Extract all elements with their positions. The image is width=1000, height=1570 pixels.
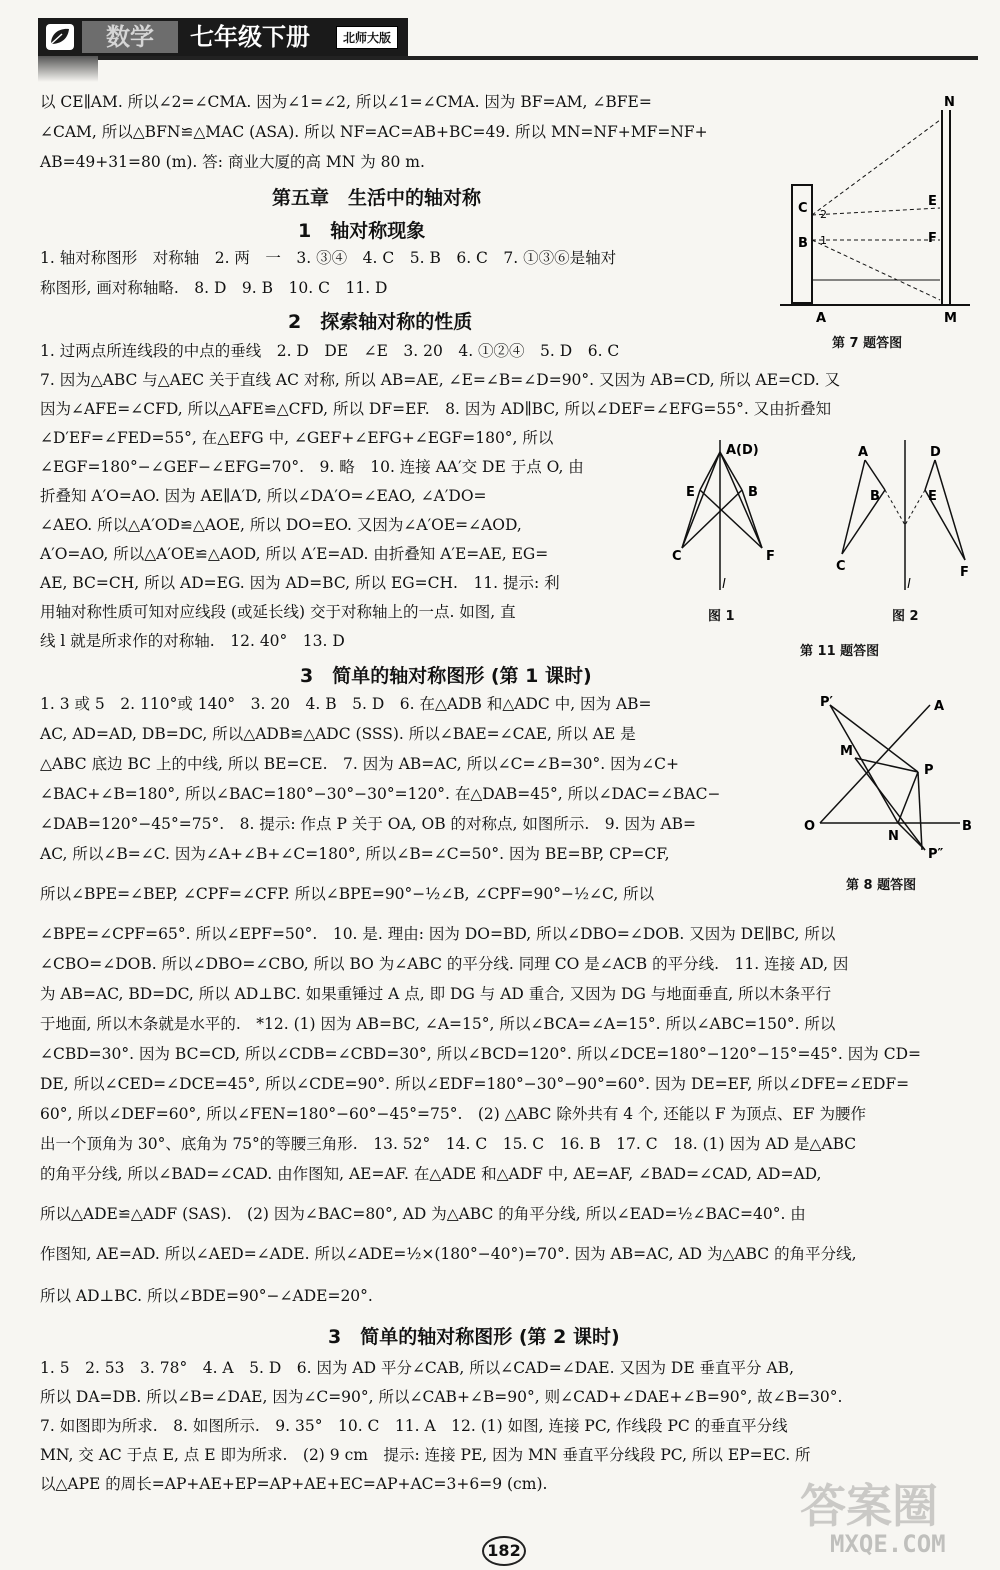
fig8-label-p: P — [924, 763, 934, 778]
fig8-label-o: O — [804, 819, 816, 834]
s2-line: ∠EGF=180°−∠GEF−∠EFG=70°. 9. 略 10. 连接 AA′交 DE 于点 O, 由 — [40, 458, 584, 476]
page-number: 182 — [482, 1536, 526, 1566]
fig11-2-label-b: B — [870, 489, 880, 504]
fig8-caption: 第 8 题答图 — [846, 878, 917, 893]
s2-line: 用轴对称性质可知对应线段 (或延长线) 交于对称轴上的一点. 如图, 直 — [40, 603, 516, 621]
s3a-line: ∠BAC+∠B=180°, 所以∠BAC=180°−30°−30°=120°. 在△DAB=45°, 所以∠DAC=∠BAC− — [40, 785, 721, 803]
fig7-label-m: M — [944, 311, 957, 326]
fig11-2-label-a: A — [858, 445, 869, 460]
fig7-label-1: 1 — [820, 234, 827, 247]
figure-11 — [660, 430, 980, 610]
s3b-line: 7. 如图即为所求. 8. 如图所示. 9. 35° 10. C 11. A 12. (1) 如图, 连接 PC, 作线段 PC 的垂直平分线 — [40, 1417, 788, 1435]
s2-line: 线 l 就是所求作的对称轴. 12. 40° 13. D — [40, 632, 345, 650]
s3a-line: 所以△ADE≌△ADF (SAS). (2) 因为∠BAC=80°, AD 为△ABC 的角平分线, 所以∠EAD=½∠BAC=40°. 由 — [40, 1205, 806, 1223]
s3a-line: 于地面, 所以木条就是水平的. *12. (1) 因为 AB=BC, ∠A=15°, 所以∠BCA=∠A=15°. 所以∠ABC=150°. 所以 — [40, 1015, 836, 1033]
subject-label: 数学 — [82, 21, 178, 53]
watermark-logo: 答案圈 — [800, 1479, 938, 1533]
intro-line: ∠CAM, 所以△BFN≌△MAC (ASA). 所以 NF=AC=AB+BC=49. 所以 MN=NF+MF=NF+ — [40, 123, 708, 141]
s3a-line: DE, 所以∠CED=∠DCE=45°, 所以∠CDE=90°. 所以∠EDF=180°−30°−90°=60°. 因为 DE=EF, 所以∠DFE=∠EDF= — [40, 1075, 910, 1093]
s2-line: AE, BC=CH, 所以 AD=EG. 因为 AD=BC, 所以 EG=CH. 11. 提示: 利 — [40, 574, 560, 592]
s3a-line: ∠BPE=∠CPF=65°. 所以∠EPF=50°. 10. 是. 理由: 因为 DO=BD, 所以∠DBO=∠DOB. 又因为 DE∥BC, 所以 — [40, 925, 836, 943]
fig11-2-label-c: C — [836, 559, 846, 574]
s3a-line: 出一个顶角为 30°、底角为 75°的等腰三角形. 13. 52° 14. C 15. C 16. B 17. C 18. (1) 因为 AD 是△ABC — [40, 1135, 857, 1153]
s2-line: A′O=AO, 所以△A′OE≌△AOD, 所以 A′E=AD. 由折叠知 A′E=AE, EG= — [40, 545, 549, 563]
fig11-sub2: 图 2 — [892, 609, 919, 624]
section-3a-title: 3 简单的轴对称图形 (第 1 课时) — [300, 665, 592, 687]
fig8-label-p2: P″ — [928, 847, 944, 862]
s3a-line: 1. 3 或 5 2. 110°或 140° 3. 20 4. B 5. D 6. 在△ADB 和△ADC 中, 因为 AB= — [40, 695, 652, 713]
intro-line: AB=49+31=80 (m). 答: 商业大厦的高 MN 为 80 m. — [40, 153, 425, 171]
fig7-label-f: F — [928, 231, 937, 246]
s2-line: 7. 因为△ABC 与△AEC 关于直线 AC 对称, 所以 AB=AE, ∠E=∠B=∠D=90°. 又因为 AB=CD, 所以 AE=CD. 又 — [40, 371, 841, 389]
fig8-label-a: A — [934, 699, 945, 714]
edition-badge: 北师大版 — [336, 26, 398, 49]
s3a-line: 60°, 所以∠DEF=60°, 所以∠FEN=180°−60°−45°=75°. (2) △ABC 除外共有 4 个, 还能以 F 为顶点、EF 为腰作 — [40, 1105, 867, 1123]
section-2-title: 2 探索轴对称的性质 — [288, 311, 473, 333]
s3b-line: 以△APE 的周长=AP+AE+EP=AP+AE+EC=AP+AC=3+6=9 (cm). — [40, 1475, 548, 1493]
s1-line: 1. 轴对称图形 对称轴 2. 两 一 3. ③④ 4. C 5. B 6. C 7. ①③⑥是轴对 — [40, 249, 617, 267]
s2-line: 折叠知 A′O=AO. 因为 AE∥A′D, 所以∠DA′O=∠EAO, ∠A′DO= — [40, 487, 487, 505]
s3a-line: ∠DAB=120°−45°=75°. 8. 提示: 作点 P 关于 OA, OB 的对称点, 如图所示. 9. 因为 AB= — [40, 815, 697, 833]
s3a-line: 作图知, AE=AD. 所以∠AED=∠ADE. 所以∠ADE=½×(180°−40°)=70°. 因为 AB=AC, AD 为△ABC 的角平分线, — [40, 1245, 857, 1263]
fig11-2-label-d: D — [930, 445, 941, 460]
s1-line: 称图形, 画对称轴略. 8. D 9. B 10. C 11. D — [40, 279, 388, 297]
fig7-caption: 第 7 题答图 — [832, 336, 903, 351]
fig7-label-c: C — [798, 201, 808, 216]
fig11-2-label-e: E — [928, 489, 937, 504]
fig11-sub1: 图 1 — [708, 609, 735, 624]
fig11-2-label-f: F — [960, 565, 969, 580]
fig11-2-label-l: l — [907, 577, 911, 592]
figure-8 — [800, 690, 980, 870]
s3b-line: MN, 交 AC 于点 E, 点 E 即为所求. (2) 9 cm 提示: 连接 PE, 因为 MN 垂直平分线段 PC, 所以 EP=EC. 所 — [40, 1446, 811, 1464]
fig8-label-m: M — [840, 744, 853, 759]
s3a-line: △ABC 底边 BC 上的中线, 所以 BE=CE. 7. 因为 AB=AC, 所以∠C=∠B=30°. 因为∠C+ — [40, 755, 679, 773]
s3a-line: AC, 所以∠B=∠C. 因为∠A+∠B+∠C=180°, 所以∠B=∠C=50°. 因为 BE=BP, CP=CF, — [40, 845, 670, 863]
fig11-1-label-e: E — [686, 485, 695, 500]
section-3b-title: 3 简单的轴对称图形 (第 2 课时) — [328, 1326, 620, 1348]
fig11-1-label-f: F — [766, 549, 775, 564]
fig11-caption: 第 11 题答图 — [800, 644, 880, 659]
s3a-line: AC, AD=AD, DB=DC, 所以△ADB≌△ADC (SSS). 所以∠BAE=∠CAE, 所以 AE 是 — [40, 725, 636, 743]
s3a-line: 所以 AD⊥BC. 所以∠BDE=90°−∠ADE=20°. — [40, 1287, 373, 1305]
header-shade — [38, 56, 98, 82]
fig7-label-2: 2 — [820, 208, 827, 221]
s2-line: ∠AEO. 所以△A′OD≌△AOE, 所以 DO=EO. 又因为∠A′OE=∠AOD, — [40, 516, 522, 534]
watermark-site: MXQE.COM — [830, 1530, 946, 1558]
fig11-1-label-l: l — [722, 577, 726, 592]
s2-line: 1. 过两点所连线段的中点的垂线 2. D DE ∠E 3. 20 4. ①②④ 5. D 6. C — [40, 342, 620, 360]
intro-line: 以 CE∥AM. 所以∠2=∠CMA. 因为∠1=∠2, 所以∠1=∠CMA. 因为 BF=AM, ∠BFE= — [40, 93, 652, 111]
s3a-line: 为 AB=AC, BD=DC, 所以 AD⊥BC. 如果重锤过 A 点, 即 DG 与 AD 重合, 又因为 DG 与地面垂直, 所以木条平行 — [40, 985, 832, 1003]
fig7-label-b: B — [798, 236, 808, 251]
fig7-label-a: A — [816, 311, 827, 326]
s3b-line: 1. 5 2. 53 3. 78° 4. A 5. D 6. 因为 AD 平分∠CAB, 所以∠CAD=∠DAE. 又因为 DE 垂直平分 AB, — [40, 1359, 794, 1377]
fig11-1-label-c: C — [672, 549, 682, 564]
fig11-1-label-ad: A(D) — [726, 443, 759, 458]
chapter-title: 第五章 生活中的轴对称 — [272, 187, 482, 209]
page-header — [38, 18, 408, 56]
fig7-label-e: E — [928, 194, 937, 209]
fig7-label-n: N — [944, 95, 955, 110]
s3b-line: 所以 DA=DB. 所以∠B=∠DAE, 因为∠C=90°, 所以∠CAB+∠B=90°, 则∠CAD+∠DAE+∠B=90°, 故∠B=30°. — [40, 1388, 843, 1406]
grade-label: 七年级下册 — [190, 22, 310, 51]
header-rule — [38, 56, 978, 60]
fig8-label-b: B — [962, 819, 972, 834]
s2-line: 因为∠AFE=∠CFD, 所以△AFE≌△CFD, 所以 DF=EF. 8. 因为 AD∥BC, 所以∠DEF=∠EFG=55°. 又由折叠知 — [40, 400, 832, 418]
s3a-line: ∠CBD=30°. 因为 BC=CD, 所以∠CDB=∠CBD=30°, 所以∠BCD=120°. 所以∠DCE=180°−120°−15°=45°. 因为 CD= — [40, 1045, 921, 1063]
s3a-line: 所以∠BPE=∠BEP, ∠CPF=∠CFP. 所以∠BPE=90°−½∠B, ∠CPF=90°−½∠C, 所以 — [40, 885, 655, 903]
s3a-line: ∠CBO=∠DOB. 所以∠DBO=∠CBO, 所以 BO 为∠ABC 的平分线. 同理 CO 是∠ACB 的平分线. 11. 连接 AD, 因 — [40, 955, 849, 973]
s3a-line: 的角平分线, 所以∠BAD=∠CAD. 由作图知, AE=AF. 在△ADE 和△ADF 中, AE=AF, ∠BAD=∠CAD, AD=AD, — [40, 1165, 822, 1183]
figure-7 — [780, 90, 980, 350]
s2-line: ∠D′EF=∠FED=55°, 在△EFG 中, ∠GEF+∠EFG+∠EGF=180°, 所以 — [40, 429, 554, 447]
fig8-label-p1: P′ — [820, 695, 833, 710]
fig11-1-label-b: B — [748, 485, 758, 500]
section-1-title: 1 轴对称现象 — [298, 220, 426, 242]
leaf-logo-icon — [46, 24, 74, 50]
fig8-label-n: N — [888, 829, 899, 844]
